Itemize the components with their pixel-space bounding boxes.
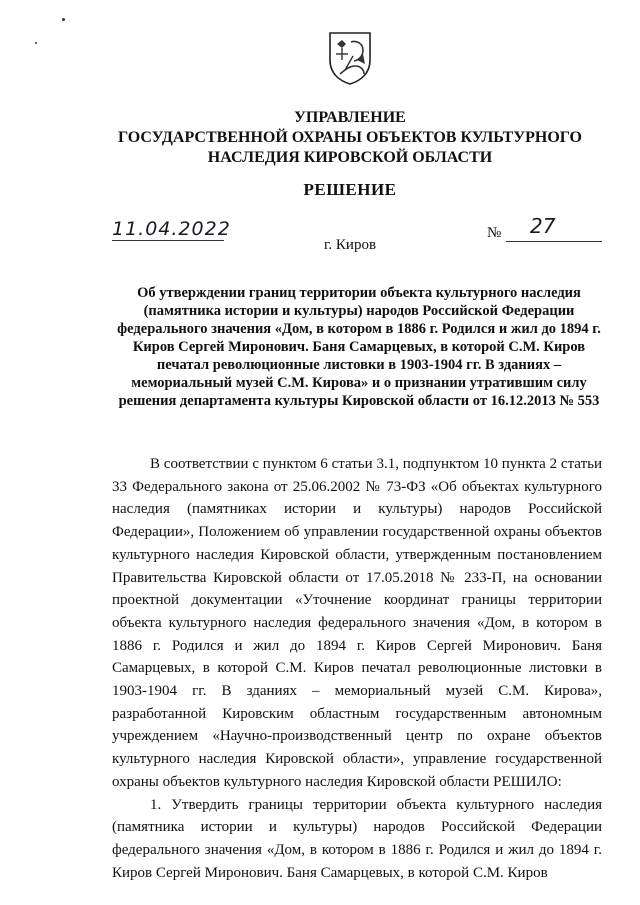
org-line: ГОСУДАРСТВЕННОЙ ОХРАНЫ ОБЪЕКТОВ КУЛЬТУРНОГО [118,129,582,146]
organization-name [60,108,640,168]
org-line: УПРАВЛЕНИЕ [294,109,406,126]
scan-speck [62,18,65,21]
document-title: РЕШЕНИЕ [303,180,397,199]
org-line: НАСЛЕДИЯ КИРОВСКОЙ ОБЛАСТИ [207,149,493,166]
kirov-coat-of-arms-icon [327,30,373,86]
scan-speck [35,42,37,44]
body-paragraph: В соответствии с пунктом 6 статьи 3.1, подпунктом 10 пункта 2 статьи 33 Федерального закона от 25.06.2002 № 73-ФЗ «Об объектах культурного наследия (памятниках истории и культуры) народов Российской Федерации», Положением об управлении государственной охраны объектов культурного наследия Кировской области, утвержденным постановлением Правительства Кировской области от 17.05.2018 № 233-П, на основании проектной документации «Уточнение координат границы территории объекта культурного наследия федерального значения «Дом, в котором в 1886 г. Родился и жил до 1894 г. Киров Сергей Миронович. Баня Самарцевых, в которой С.М. Киров печатал революционные листовки в 1903-1904 гг. В зданиях – мемориальный музей С.М. Кирова», разработанной Кировским областным государственным автономным учреждением «Научно-производственный центр по охране объектов культурного наследия Кировской области», управление государственной охраны объектов культурного наследия Кировской области РЕШИЛО: [112,456,602,790]
body-paragraph: 1. Утвердить границы территории объекта культурного наследия (памятника истории и культуры) народов Российской Федерации федерального значения «Дом, в котором в 1886 г. Родился и жил до 1894 г. Киров Сергей Миронович. Баня Самарцевых, в которой С.М. Киров [112,796,602,881]
document-subject: Об утверждении границ территории объекта культурного наследия (памятника истории и культуры) народов Российской Федерации федерального значения «Дом, в котором в 1886 г. Родился и жил до 1894 г. Киров Сергей Миронович. Баня Самарцевых, в которой С.М. Киров печатал революционные листовки в 1903-1904 гг. В зданиях – мемориальный музей С.М. Кирова» и о признании утратившим силу решения департамента культуры Кировской области от 16.12.2013 № 553 [117,285,601,409]
document-date: 11.04.2022 [112,218,231,240]
document-body [112,453,602,884]
document-number: 27 [530,214,556,238]
city: г. Киров [323,237,377,253]
number-label: № [487,225,502,241]
